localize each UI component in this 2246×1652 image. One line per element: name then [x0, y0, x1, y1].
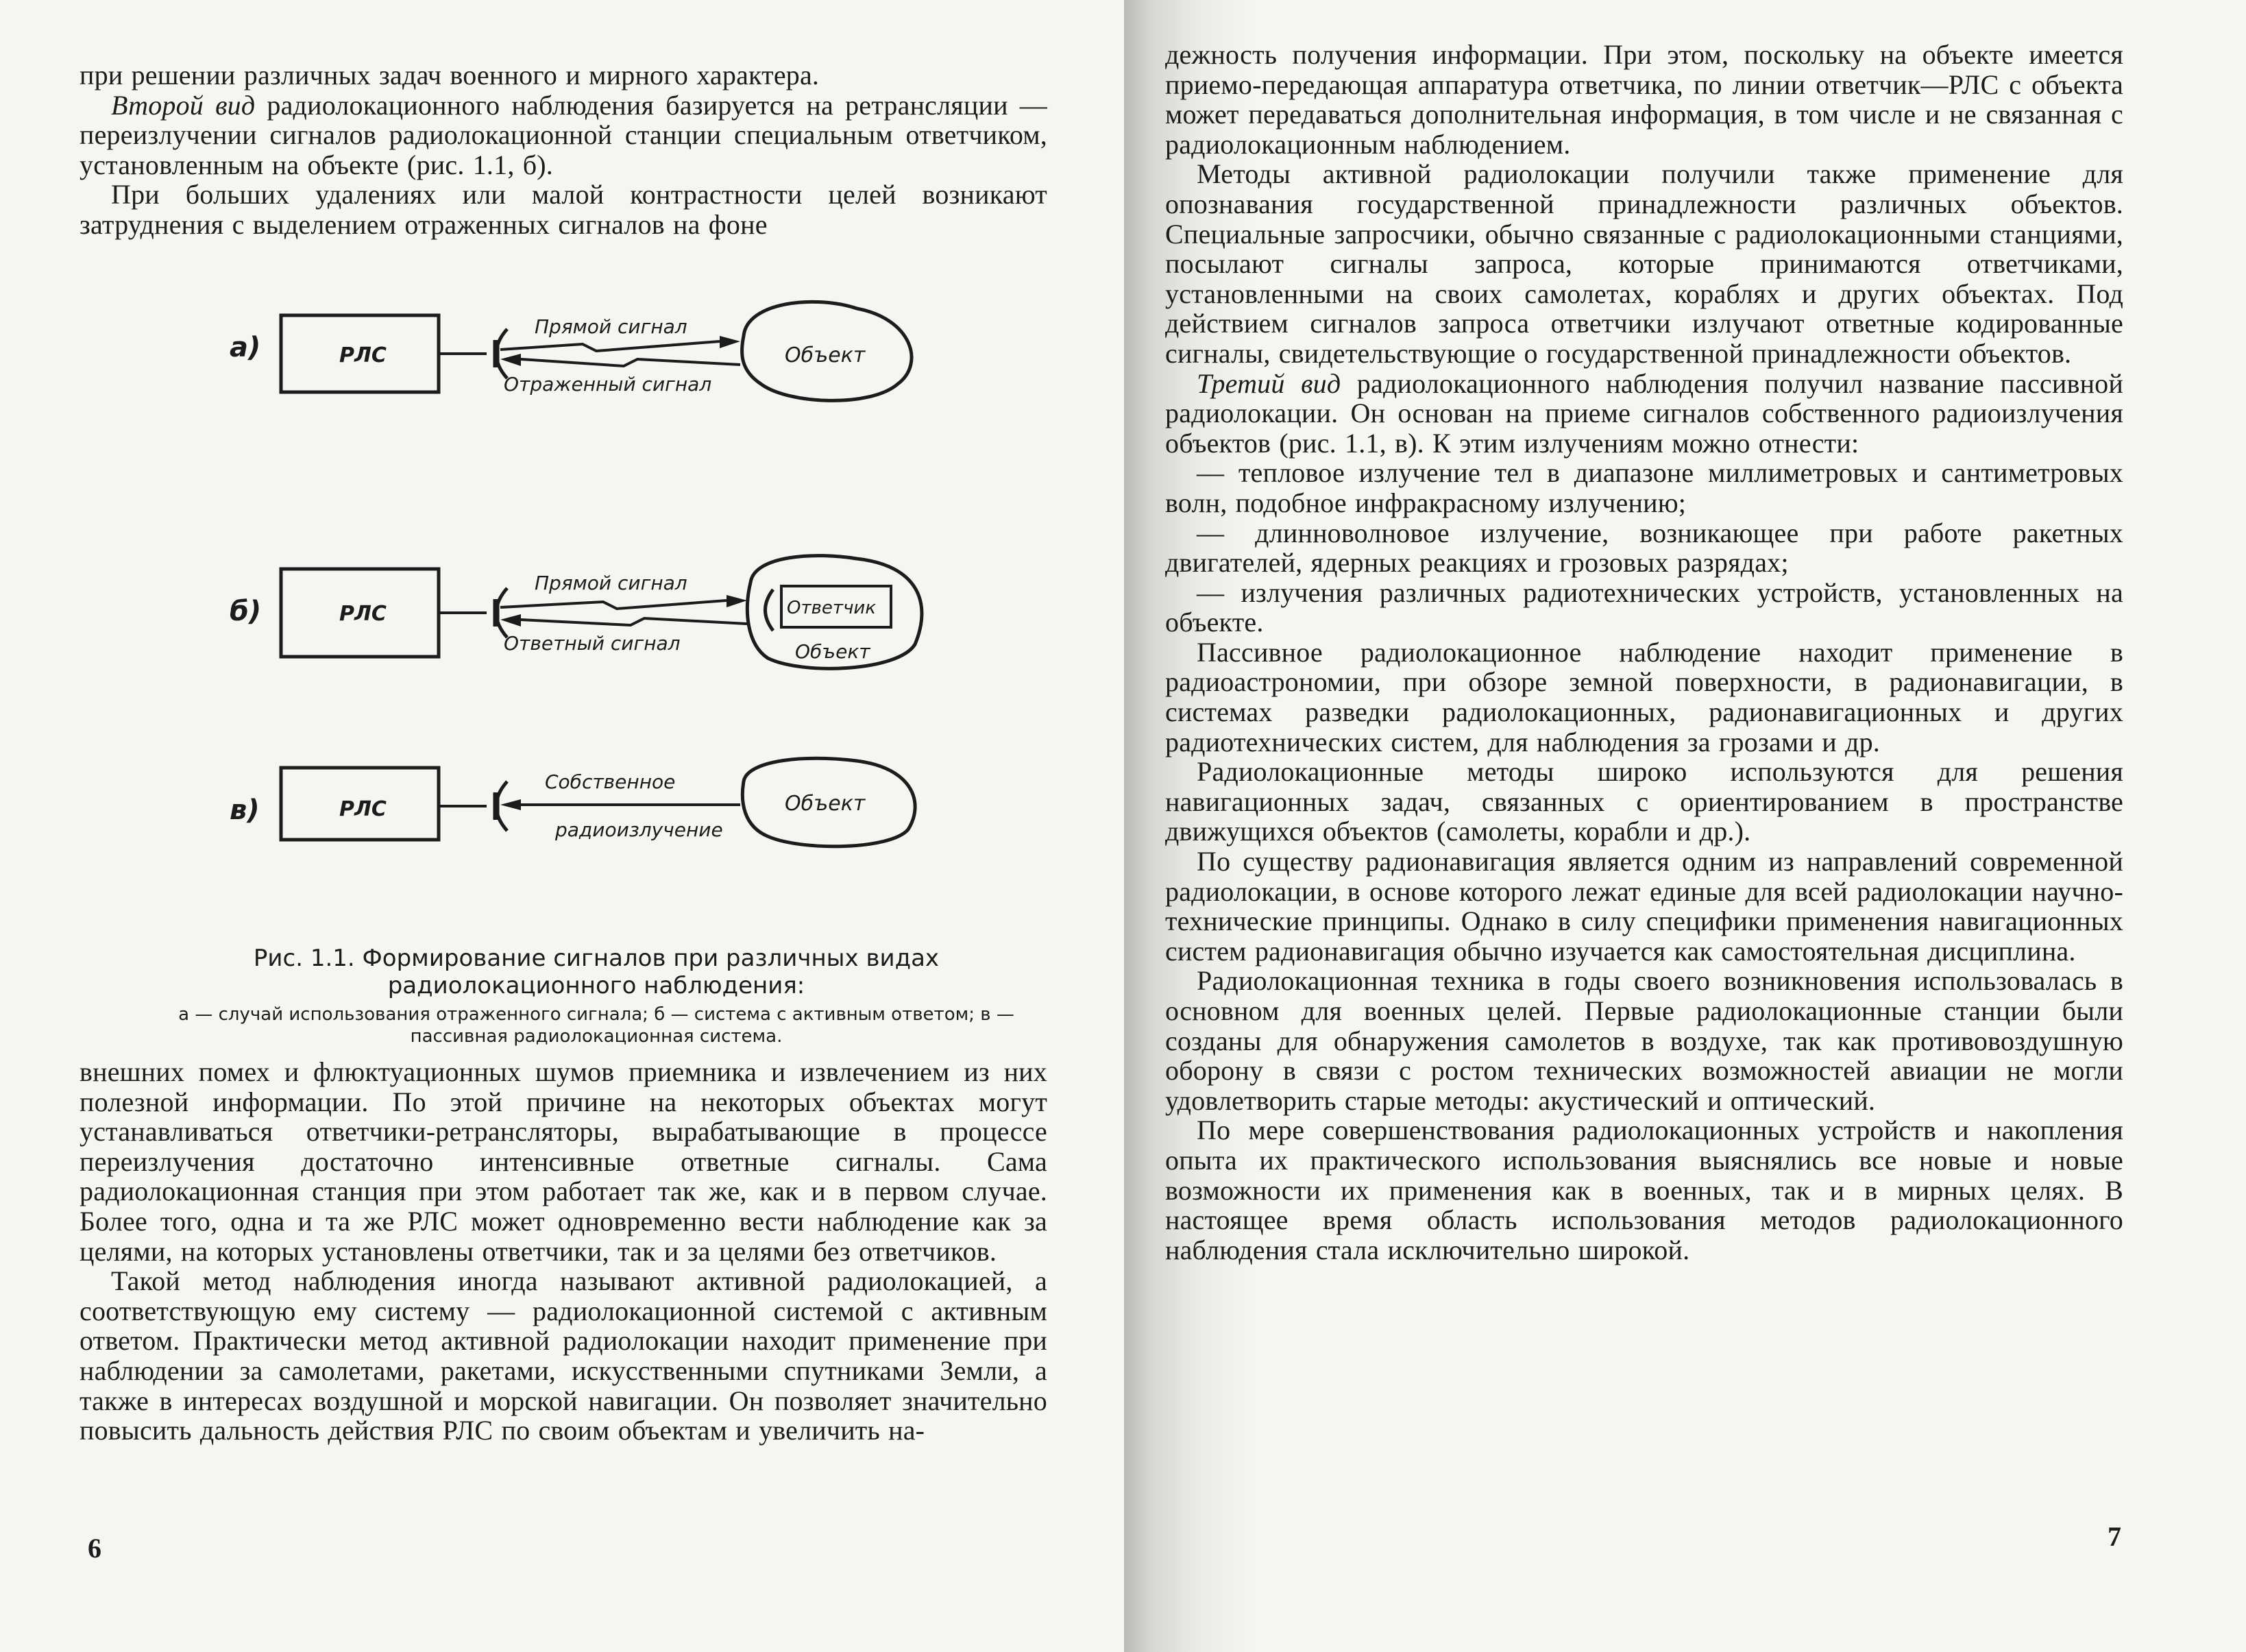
italic-term: Третий вид [1197, 367, 1341, 399]
paragraph-body: радиолокационного наблюдения получил название пассивной радиолокации. Он основан на приеме сигналов собственного радиоизлучения объектов (рис. 1.1, в). К этим излучениям можно отнести: [1165, 367, 2123, 459]
diagram-label: в) [230, 794, 260, 826]
right-text [1165, 40, 2123, 1265]
radar-label: РЛС [339, 343, 387, 367]
caption-title: Рис. 1.1. Формирование сигналов при различных видах радиолокационного наблюдения: [253, 945, 940, 999]
paragraph: Пассивное радиолокационное наблюдение находит применение в радиоастрономии, при обзоре земной поверхности, в радионавигации, в системах разведки радиолокационных, радионавигационных и других радиотехнических систем, для наблюдения за грозами и др. [1165, 636, 2123, 757]
object-label: Объект [795, 640, 870, 663]
page-number: 6 [88, 1533, 101, 1564]
diagram-v [230, 758, 915, 847]
diagram-label: а) [230, 332, 261, 363]
arrow-label: Ответный сигнал [504, 632, 681, 655]
paragraph: Методы активной радиолокации получили также применение для опознавания государственной принадлежности различных объектов. Специальные запросчики, обычно связанные с радиолокационными станциями, посылают сигналы запроса, которые принимаются ответчиками, установленными на своих самолетах, кораблях и других объектах. Под действием сигналов запроса ответчики излучают ответные кодированные сигналы, свидетельствующие о государственной принадлежности объектов. [1165, 158, 2123, 369]
italic-term: Второй вид [111, 89, 256, 121]
paragraph-third-type [1165, 369, 2123, 459]
arrow-label: Прямой сигнал [535, 315, 687, 338]
diagram-label: б) [230, 596, 262, 627]
paragraph: при решении различных задач военного и мирного характера. [80, 60, 820, 90]
paragraph: внешних помех и флюктуационных шумов приемника и извлечением из них полезной информации. По этой причине на некоторых объектах могут устанавливаться ответчики-ретрансляторы, вырабатывающие в процессе переизлучения достаточно интенсивные ответные сигналы. Сама радиолокационная станция при этом работает так же, как и в первом случае. Более того, одна и та же РЛС может одновременно вести наблюдение как за целями, на которых установлены ответчики, так и за целями без ответчиков. [80, 1056, 1047, 1267]
object-label: Объект [785, 343, 866, 367]
paragraph: дежность получения информации. При этом, поскольку на объекте имеется приемо-передающая аппаратура ответчика, по линии ответчик—РЛС с объекта может передаваться дополнительная информация, в том числе и не связанная с радиолокационным наблюдением. [1165, 39, 2123, 160]
list-item: — тепловое излучение тел в диапазоне миллиметровых и сантиметровых волн, подобное инфракрасному излучению; [1165, 458, 2123, 518]
paragraph: Радиолокационные методы широко используются для решения навигационных задач, связанных с ориентированием в пространстве движущихся объектов (самолеты, корабли и др.). [1165, 756, 2123, 847]
arrow-label: Отраженный сигнал [504, 373, 712, 396]
paragraph: По существу радионавигация является одним из направлений современной радиолокации, в основе которого лежат единые для всей радиолокации научно-технические принципы. Однако в силу специфики применения навигационных систем радионавигация обычно изучается как самостоятельная дисциплина. [1165, 846, 2123, 967]
antenna-icon [766, 590, 774, 631]
transponder-label: Ответчик [787, 598, 877, 618]
list-item: — излучения различных радиотехнических устройств, установленных на объекте. [1165, 578, 2123, 637]
radar-label: РЛС [339, 602, 387, 626]
paragraph: По мере совершенствования радиолокационных устройств и накопления опыта их практического использования выяснялись все новые и новые возможности их применения как в военных, так и в мирных целях. В настоящее время область использования методов радиолокационного наблюдения стала исключительно широкой. [1165, 1115, 2123, 1265]
figure-diagram [199, 288, 939, 850]
arrow-label: Собственное [545, 770, 676, 793]
paragraph-second-type [80, 90, 1047, 180]
paragraph: При больших удалениях или малой контрастности целей возникают затруднения с выделением отраженных сигналов на фоне [80, 179, 1047, 240]
diagram-b [230, 556, 922, 669]
left-top-text [80, 60, 1047, 240]
list-item: — длинноволновое излучение, возникающее при работе ракетных двигателей, ядерных реакциях и грозовых разрядах; [1165, 518, 2123, 578]
arrow-label: Прямой сигнал [535, 572, 687, 594]
arrow-label: радиоизлучение [555, 818, 723, 841]
paragraph-body: радиолокационного наблюдения базируется на ретрансляции — переизлучении сигналов радиолокационной станции специальным ответчиком, установленным на объекте (рис. 1.1, б). [80, 89, 1047, 180]
emission-list [1165, 458, 2123, 637]
diagram-a [230, 302, 912, 400]
object-label: Объект [785, 792, 866, 816]
paragraph: Такой метод наблюдения иногда называют активной радиолокацией, а соответствующую ему систему — радиолокационной системой с активным ответом. Практически метод активной радиолокации находит применение при наблюдении за самолетами, ракетами, искусственными спутниками Земли, а также в интересах воздушной и морской навигации. Он позволяет значительно повысить дальность действия РЛС по своим объектам и увеличить на- [80, 1265, 1047, 1446]
paragraph: Радиолокационная техника в годы своего возникновения использовалась в основном для военных целей. Первые радиолокационные станции были созданы для обнаружения самолетов в воздухе, так как противовоздушную оборону в связи с ростом технических возможностей авиации не могли удовлетворить старые методы: акустический и оптический. [1165, 965, 2123, 1116]
figure-caption [164, 945, 1028, 1047]
left-bottom-text [80, 1057, 1047, 1446]
page-number: 7 [2108, 1521, 2121, 1552]
caption-legend: а — случай использования отраженного сигнала; б — система с активным ответом; в — пассивная радиолокационная система. [178, 1004, 1014, 1047]
right-page [1124, 0, 2246, 1652]
radar-label: РЛС [339, 797, 387, 821]
figure-1-1 [199, 288, 939, 850]
